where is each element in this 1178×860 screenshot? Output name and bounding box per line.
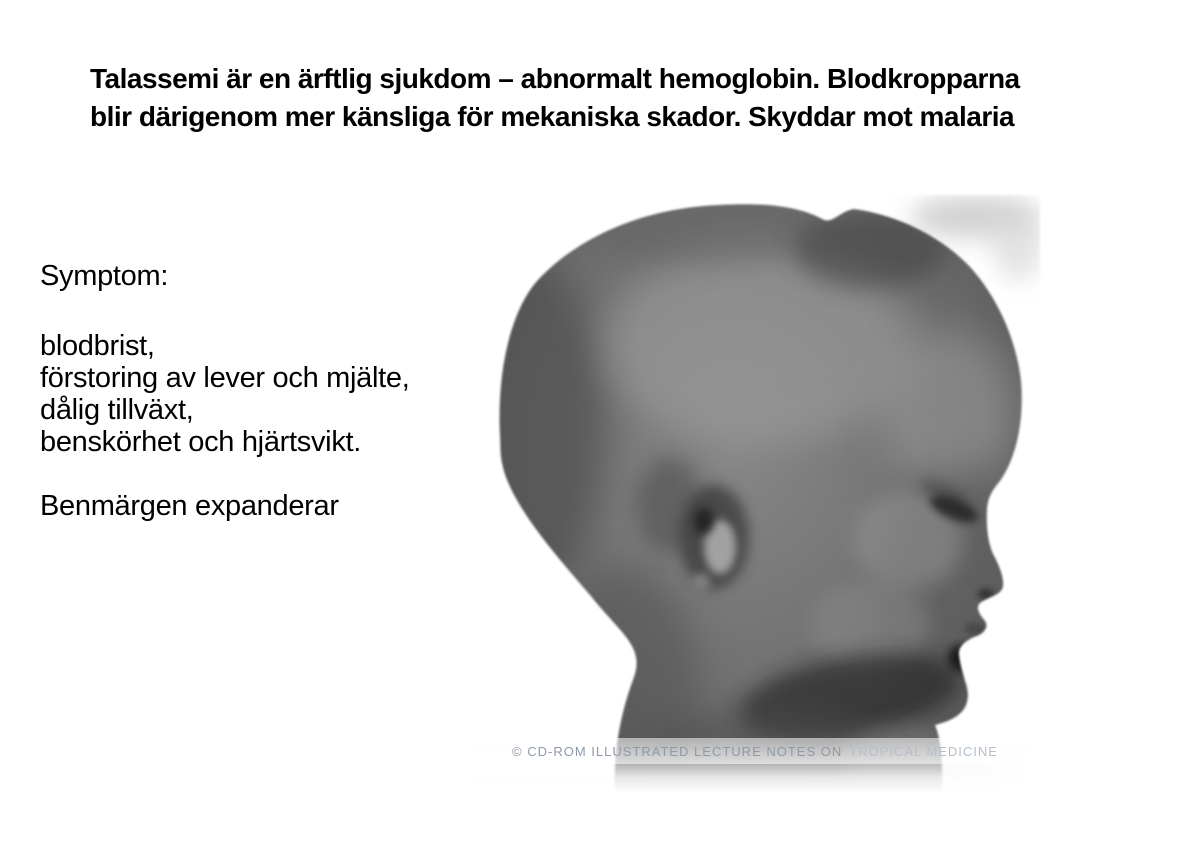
title-line-2: blir därigenom mer känsliga för mekaniska skador. Skyddar mot malaria — [90, 101, 1015, 132]
symptom-item: dålig tillväxt, — [40, 394, 194, 426]
photo-caption-text: © CD-ROM ILLUSTRATED LECTURE NOTES ON — [512, 743, 843, 759]
photo-caption-bar — [512, 738, 998, 764]
title-line-1: Talassemi är en ärftlig sjukdom – abnormalt hemoglobin. Blodkropparna — [90, 63, 1020, 94]
child-head-profile-illustration — [470, 195, 1040, 805]
ear — [679, 485, 749, 589]
slide-title — [90, 60, 1100, 136]
thalassemia-child-photo — [470, 195, 1040, 805]
symptom-note: Benmärgen expanderar — [40, 490, 339, 522]
symptom-heading: Symptom: — [40, 260, 169, 292]
symptom-item: förstoring av lever och mjälte, — [40, 362, 410, 394]
photo-caption-text-light: TROPICAL MEDICINE — [849, 743, 998, 759]
symptom-item: benskörhet och hjärtsvikt. — [40, 426, 362, 458]
symptom-item: blodbrist, — [40, 330, 155, 362]
symptom-items — [40, 330, 460, 458]
symptom-block — [40, 260, 460, 522]
